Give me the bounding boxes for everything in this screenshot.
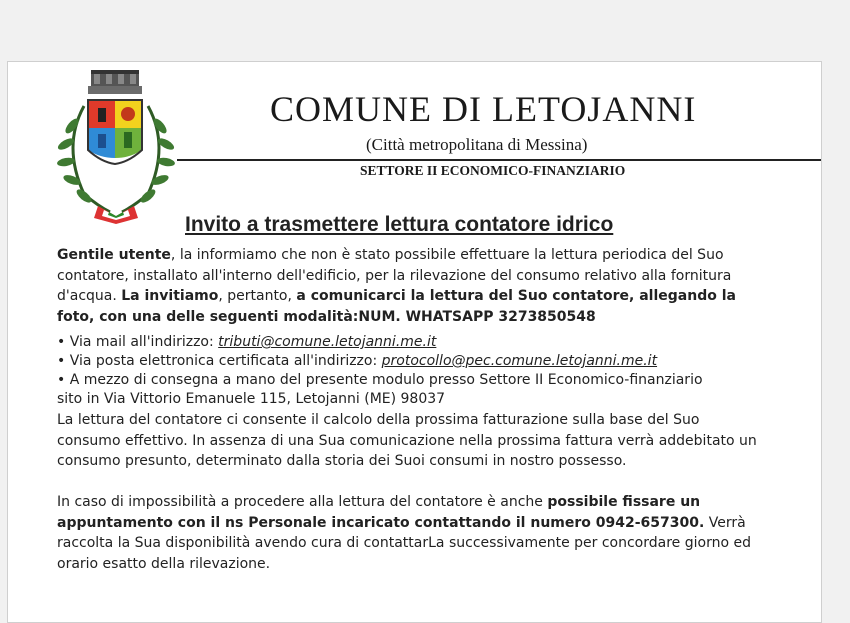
municipality-subtitle: (Città metropolitana di Messina) bbox=[366, 135, 588, 154]
municipal-coat-of-arms bbox=[54, 66, 178, 228]
intro-text-2: , pertanto, bbox=[218, 288, 297, 304]
intro-text-1: , la informiamo che non è stato possibile effettuare la lettura periodica del Suo contatore, installato all'interno dell'edificio, per la rilevazione del consumo relativo alla fornitura d'acqua. bbox=[57, 247, 732, 304]
invite-text: La invitiamo bbox=[121, 288, 219, 304]
sector-name: SETTORE II ECONOMICO-FINANZIARIO bbox=[360, 163, 626, 178]
billing-paragraph: La lettura del contatore ci consente il calcolo della prossima fatturazione sulla base del Suo consumo effettivo. In assenza di una Sua comunicazione nella prossima fattura verrà addebitato un consumo presunto, determinato dalla storia dei Suoi consumi in nostro possesso. bbox=[57, 412, 757, 469]
submission-options bbox=[57, 333, 757, 409]
header-divider bbox=[177, 159, 821, 161]
appointment-text-1: In caso di impossibilità a procedere alla lettura del contatore è anche bbox=[57, 494, 548, 510]
option-hand-delivery: • A mezzo di consegna a mano del presente modulo presso Settore II Economico-finanziario sito in Via Vittorio Emanuele 115, Letojanni (ME) 98037 bbox=[57, 372, 703, 407]
pec-link[interactable]: protocollo@pec.comune.letojanni.me.it bbox=[381, 353, 658, 369]
intro-paragraph bbox=[57, 245, 757, 327]
appointment-text-2: Verrà raccolta la Sua disponibilità avendo cura di contattarLa successivamente per concordare giorno ed orario esatto della rilevazione. bbox=[57, 514, 751, 572]
pec-label: • Via posta elettronica certificata all'indirizzo: bbox=[57, 353, 382, 369]
appointment-bold: possibile fissare un appuntamento con il ns Personale incaricato contattando il numero 0942-657300. bbox=[57, 494, 705, 531]
appointment-paragraph bbox=[57, 492, 757, 574]
option-mail bbox=[57, 333, 757, 352]
document-page bbox=[7, 61, 822, 623]
mail-link[interactable]: tributi@comune.letojanni.me.it bbox=[218, 334, 437, 350]
notice-heading: Invito a trasmettere lettura contatore idrico bbox=[185, 213, 614, 236]
mail-label: • Via mail all'indirizzo: bbox=[57, 334, 219, 350]
option-pec bbox=[57, 352, 757, 371]
municipality-title: COMUNE DI LETOJANNI bbox=[270, 89, 697, 129]
greeting: Gentile utente bbox=[57, 247, 171, 263]
request-text: a comunicarci la lettura del Suo contatore, allegando la foto, con una delle seguenti modalità:NUM. WHATSAPP 3273850548 bbox=[57, 288, 736, 325]
